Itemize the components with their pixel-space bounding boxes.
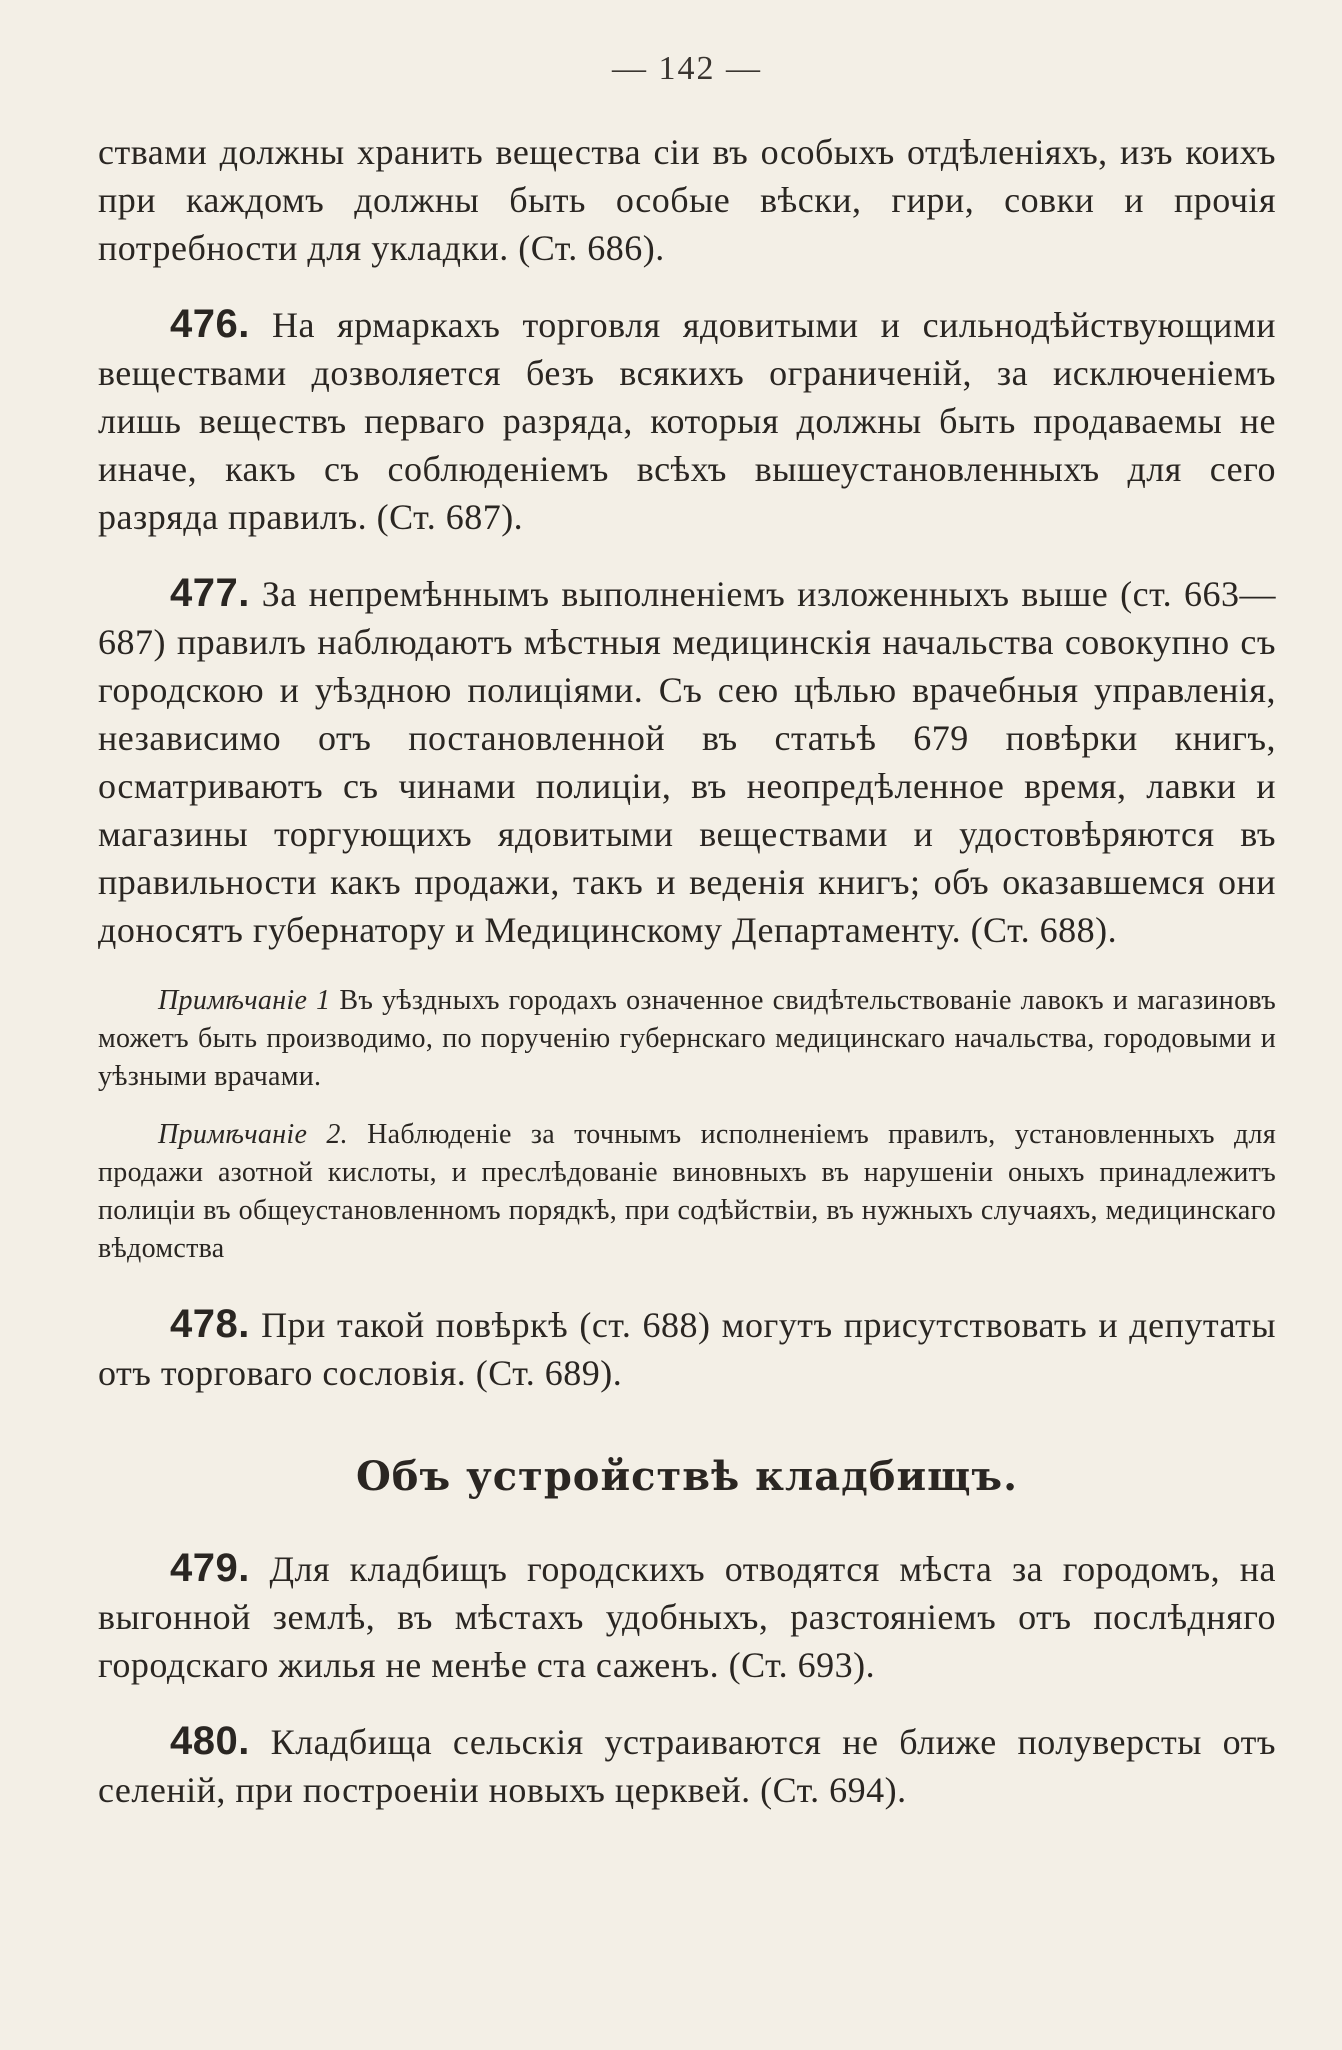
article-480	[98, 1717, 1276, 1814]
note-1	[98, 982, 1276, 1096]
article-479	[98, 1544, 1276, 1689]
note-text: Наблюденіе за точнымъ исполненіемъ правилъ, установленныхъ для продажи азотной кислоты, и преслѣдованіе виновныхъ въ нарушеніи оныхъ принадлежитъ полиціи въ общеустановленномъ порядкѣ, при содѣйствіи, въ нужныхъ случаяхъ, медицинскаго вѣдомства	[98, 1119, 1276, 1264]
article-number: 476.	[170, 302, 250, 346]
article-number: 479.	[170, 1546, 250, 1590]
document-page	[98, 50, 1276, 1842]
article-476	[98, 300, 1276, 541]
article-number: 480.	[170, 1719, 250, 1763]
note-label: Примѣчаніе 2.	[158, 1119, 348, 1150]
continuation-paragraph: ствами должны хранить вещества сіи въ особыхъ отдѣленіяхъ, изъ коихъ при каждомъ должны быть особые вѣски, гири, совки и прочія потребности для укладки. (Ст. 686).	[98, 132, 1276, 268]
article-text: Кладбища сельскія устраиваются не ближе полуверсты отъ селеній, при построеніи новыхъ церквей. (Ст. 694).	[98, 1722, 1277, 1810]
article-number: 478.	[170, 1302, 250, 1346]
article-number: 477.	[170, 571, 250, 615]
note-2	[98, 1116, 1276, 1268]
note-label: Примѣчаніе 1	[158, 985, 331, 1016]
article-477	[98, 569, 1276, 954]
article-text: На ярмаркахъ торговля ядовитыми и сильнодѣйствующими веществами дозволяется безъ всякихъ ограниченій, за исключеніемъ лишь веществъ перваго разряда, которыя должны быть продаваемы не иначе, какъ съ соблюденіемъ всѣхъ вышеустановленныхъ для сего разряда правилъ. (Ст. 687).	[98, 305, 1276, 537]
page-number: — 142 —	[612, 50, 762, 87]
note-text: Въ уѣздныхъ городахъ означенное свидѣтельствованіе лавокъ и магазиновъ можетъ быть производимо, по порученію губернскаго медицинскаго начальства, городовыми и уѣзными врачами.	[98, 985, 1276, 1092]
article-text: При такой повѣркѣ (ст. 688) могутъ присутствовать и депутаты отъ торговаго сословія. (Ст. 689).	[98, 1305, 1277, 1393]
article-text: Для кладбищъ городскихъ отводятся мѣста за городомъ, на выгонной землѣ, въ мѣстахъ удобныхъ, разстояніемъ отъ послѣдняго городскаго жилья не менѣе ста саженъ. (Ст. 693).	[98, 1549, 1276, 1685]
article-text: За непремѣннымъ выполненіемъ изложенныхъ выше (ст. 663—687) правилъ наблюдаютъ мѣстныя медицинскія начальства совокупно съ городскою и уѣздною полиціями. Съ сею цѣлью врачебныя управленія, независимо отъ постановленной въ статьѣ 679 повѣрки книгъ, осматриваютъ съ чинами полиціи, въ неопредѣленное время, лавки и магазины торгующихъ ядовитыми веществами и удостовѣряются въ правильности какъ продажи, такъ и веденія книгъ; объ оказавшемся они доносятъ губернатору и Медицинскому Департаменту. (Ст. 688).	[98, 574, 1277, 950]
section-heading: Объ устройствѣ кладбищъ.	[355, 1453, 1019, 1500]
article-478	[98, 1300, 1276, 1397]
